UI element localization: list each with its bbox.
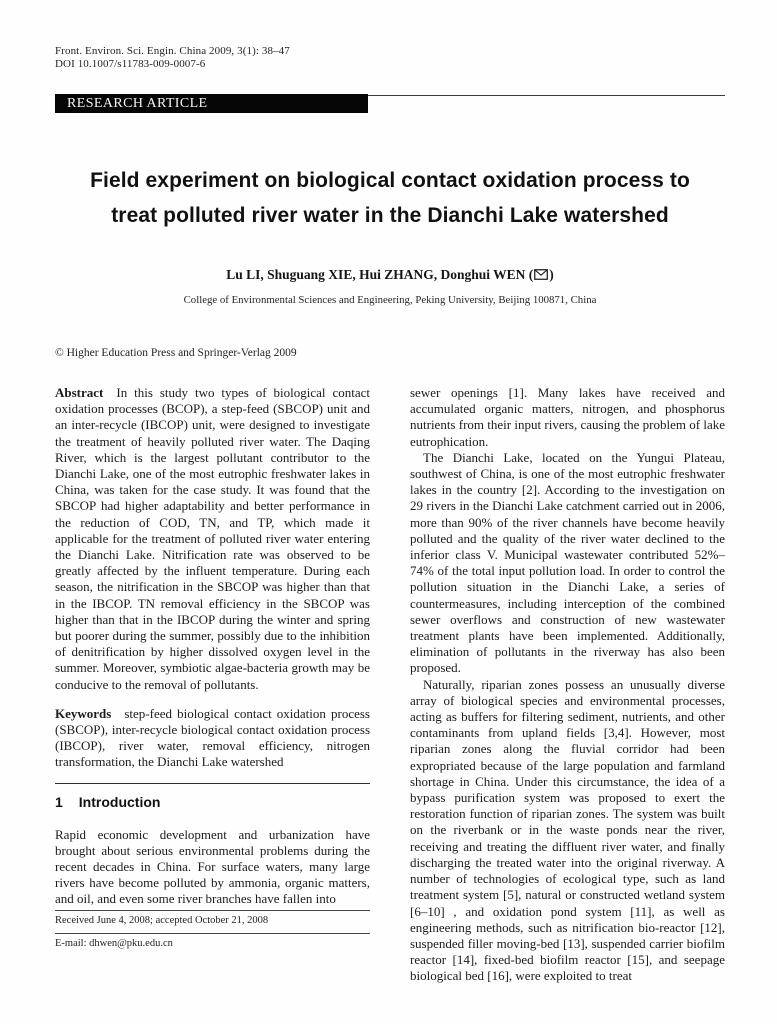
corresponding-author-mark: ( )	[528, 267, 554, 282]
journal-header	[55, 45, 725, 71]
abstract-label: Abstract	[55, 385, 104, 400]
section-title: Introduction	[78, 793, 161, 810]
article-type-banner-row	[55, 94, 725, 113]
article-title-line-2: treat polluted river water in the Dianchi Lake watershed	[111, 204, 669, 227]
affiliation: College of Environmental Sciences and Engineering, Peking University, Beijing 100871, China	[183, 294, 597, 306]
section-divider	[55, 783, 370, 784]
keywords-section	[55, 706, 370, 771]
keywords-text: step-feed biological contact oxidation process (SBCOP), inter-recycle biological contact oxidation process (IBCOP), river water, removal efficiency, nitrogen transformation, the Dianchi Lake watershed	[55, 705, 370, 770]
authors-names: Lu LI, Shuguang XIE, Hui ZHANG, Donghui WEN	[226, 267, 526, 282]
section-number: 1	[55, 793, 63, 810]
copyright-line: © Higher Education Press and Springer-Verlag 2009	[55, 347, 297, 359]
keywords-label: Keywords	[55, 705, 112, 721]
left-column	[55, 385, 370, 985]
intro-paragraph-3: Naturally, riparian zones possess an unusually diverse array of biological species and environmental processes, acting as buffers for filtering sediment, nutrients, and other contaminants from upland fields [3,4]. However, most riparian zones along the fluvial corridor had been expropriated because of the large population and farmland shortage in China. Under this circumstance, the idea of a bypass purification system was proposed to exert the restoration function of riparian zones. The system was built on the riverbank or in the waste ponds near the river, receiving and treating the diffluent river water, and finally discharging the treated water into the original riverway. A number of technologies of ecological type, such as land treatment system [5], natural or constructed wetland system [6–10] , and oxidation pond system [11], as well as engineering methods, such as nitrification bio-reactor [12], suspended filler moving-bed [13], suspended carrier biofilm reactor [14], fixed-bed biofilm reactor [15], and seepage biological bed [16], were exploited to treat	[410, 676, 725, 984]
journal-doi: DOI 10.1007/s11783-009-0007-6	[55, 58, 206, 70]
article-title-line-1: Field experiment on biological contact oxidation process to	[90, 169, 690, 192]
footnote-block	[55, 910, 370, 953]
envelope-icon	[534, 268, 548, 284]
intro-paragraph-right-continuation: sewer openings [1]. Many lakes have received and accumulated organic matters, nitrogen, and phosphorus nutrients from their input rivers, causing the problem of lake eutrophication.	[410, 385, 725, 449]
journal-citation: Front. Environ. Sci. Engin. China 2009, 3(1): 38–47	[55, 45, 290, 57]
intro-paragraph-2: The Dianchi Lake, located on the Yungui Plateau, southwest of China, is one of the most eutrophic freshwater lakes in the country [2]. According to the investigation on 29 rivers in the Dianchi Lake catchment carried out in 2006, more than 90% of the river channels have become heavily polluted and the quality of the river water declined to the inferior class V. Municipal wastewater contributed 52%–74% of the total input pollution load. In order to control the pollution situation in the Dianchi Lake, a series of countermeasures, including interception of the combined sewer overflows and construction of new wastewater treatment plants have been implemented. Additionally, elimination of pollutants in the riverway has also been proposed.	[410, 449, 725, 676]
author-line	[55, 267, 725, 284]
intro-paragraph-left: Rapid economic development and urbanization have brought about serious environmental problems during the recent decades in China. For surface waters, many large rivers have become polluted by ammonia, organic matters, and oil, and even some river branches have fallen into	[55, 826, 370, 907]
article-type-banner: RESEARCH ARTICLE	[55, 94, 368, 113]
right-column	[410, 385, 725, 985]
footnote-rule-1	[55, 910, 370, 911]
abstract-section	[55, 385, 370, 693]
section-heading-introduction	[55, 793, 370, 811]
footnote-rule-2	[55, 933, 370, 934]
article-body	[55, 385, 725, 985]
abstract-text: In this study two types of biological contact oxidation processes (BCOP), a step-feed (SBCOP) unit and an inter-recycle (IBCOP) unit, were designed to investigate the treatment of heavily polluted river water. The Daqing River, which is the largest pollutant contributor to the Dianchi Lake, one of the most eutrophic freshwater lakes in China, was taken for the case study. It was found that the SBCOP had higher adaptability and better performance in the reduction of COD, TN, and TP, which made it applicable for the treatment of polluted river water entering the Dianchi Lake. Nitrification rate was observed to be greatly affected by the influent temperature. During each season, the nitrification in the SBCOP was higher than that in the IBCOP. TN removal efficiency in the SBCOP was higher than that in the IBCOP during the winter and spring but poorer during the summer, possibly due to the inhibition of denitrification by higher dissolved oxygen level in the summer. Moreover, symbiotic algae-bacteria growth may be conducive to the removal of pollutants.	[55, 385, 370, 692]
header-rule	[368, 95, 725, 96]
footnote-email: E-mail: dhwen@pku.edu.cn	[55, 937, 173, 949]
footnote-received: Received June 4, 2008; accepted October 21, 2008	[55, 914, 269, 926]
article-title	[55, 163, 725, 233]
